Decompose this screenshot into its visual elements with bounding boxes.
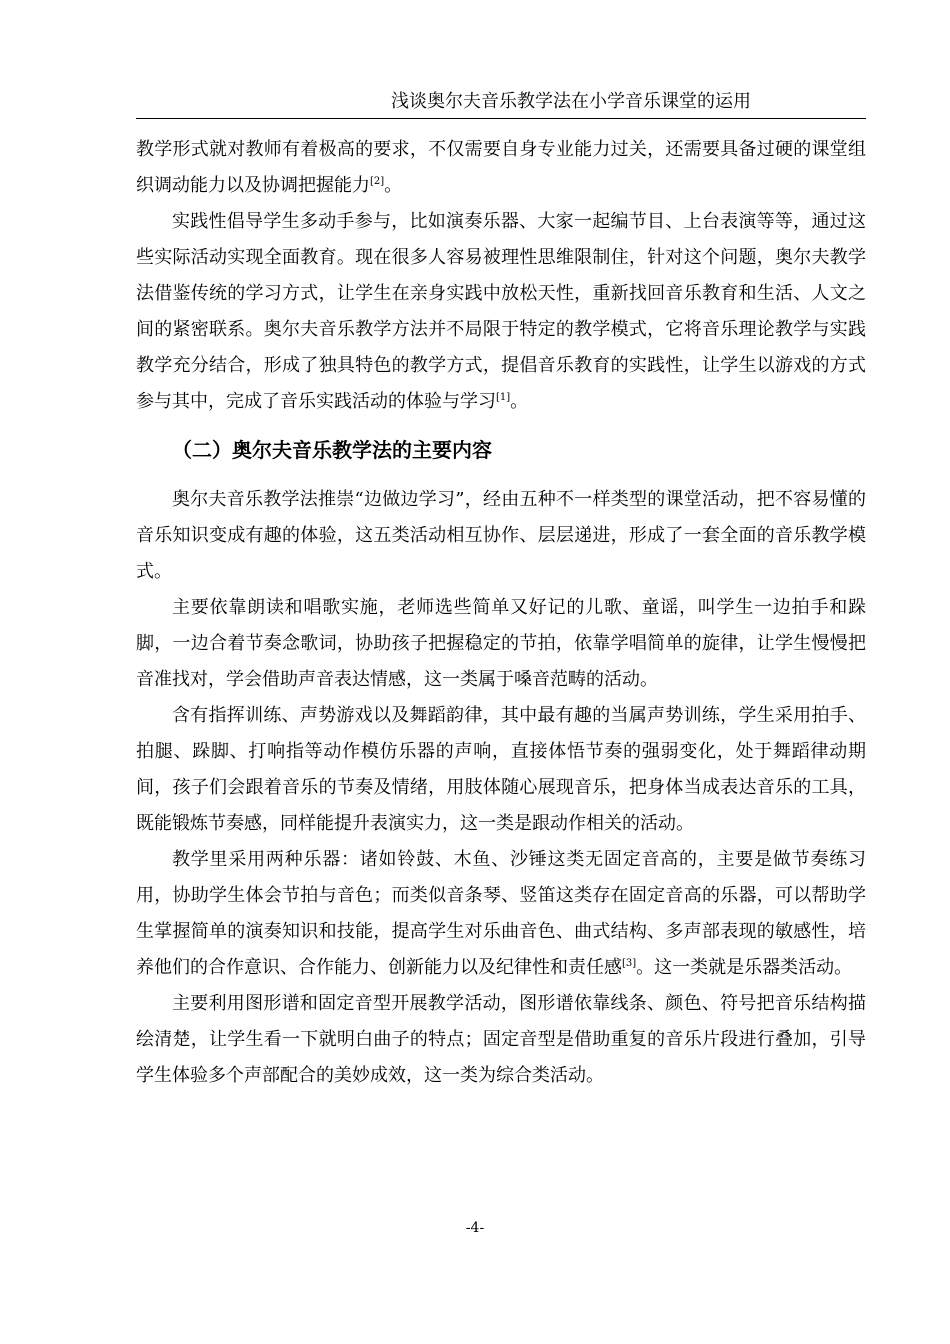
paragraph-text: 教学形式就对教师有着极高的要求，不仅需要自身专业能力过关，还需要具备过硬的课堂组织调动能力以及协调把握能力: [136, 139, 866, 196]
citation-ref: [1]: [496, 392, 511, 403]
paragraph-comprehensive-activities: [136, 986, 866, 1094]
paragraph-text: 含有指挥训练、声势游戏以及舞蹈韵律，其中最有趣的当属声势训练，学生采用拍手、拍腿、跺脚、打响指等动作模仿乐器的声响，直接体悟节奏的强弱变化，处于舞蹈律动期间，孩子们会跟着音乐的节奏及情绪，用肢体随心展现音乐，把身体当成表达音乐的工具，既能锻炼节奏感，同样能提升表演实力，这一类是跟动作相关的活动。: [136, 705, 866, 834]
paragraph-text: 主要依靠朗读和唱歌实施，老师选些简单又好记的儿歌、童谣，叫学生一边拍手和跺脚，一边合着节奏念歌词，协助孩子把握稳定的节拍，依靠学唱简单的旋律，让学生慢慢把音准找对，学会借助声音表达情感，这一类属于嗓音范畴的活动。: [136, 597, 866, 690]
paragraph-end: 。这一类就是乐器类活动。: [636, 957, 853, 978]
paragraph-continued: [136, 132, 866, 204]
paragraph-movement-activities: [136, 698, 866, 842]
running-title: 浅谈奥尔夫音乐教学法在小学音乐课堂的运用: [391, 91, 751, 112]
citation-ref: [2]: [370, 176, 385, 187]
paragraph-voice-activities: [136, 590, 866, 698]
document-body: [136, 132, 866, 1094]
citation-ref: [3]: [622, 958, 637, 969]
paragraph-text: 奥尔夫音乐教学法推崇“边做边学习”，经由五种不一样类型的课堂活动，把不容易懂的音乐知识变成有趣的体验，这五类活动相互协作、层层递进，形成了一套全面的音乐教学模式。: [136, 489, 866, 582]
paragraph-end: 。: [510, 391, 529, 412]
paragraph-text: 实践性倡导学生多动手参与，比如演奏乐器、大家一起编节目、上台表演等等，通过这些实际活动实现全面教育。现在很多人容易被理性思维限制住，针对这个问题，奥尔夫教学法借鉴传统的学习方式，让学生在亲身实践中放松天性，重新找回音乐教育和生活、人文之间的紧密联系。奥尔夫音乐教学方法并不局限于特定的教学模式，它将音乐理论教学与实践教学充分结合，形成了独具特色的教学方式，提倡音乐教育的实践性，让学生以游戏的方式参与其中，完成了音乐实践活动的体验与学习: [136, 211, 866, 412]
paragraph-instrument-activities: [136, 842, 866, 986]
paragraph-overview: [136, 482, 866, 590]
paragraph-end: 。: [384, 175, 403, 196]
paragraph-text: 教学里采用两种乐器：诸如铃鼓、木鱼、沙锤这类无固定音高的，主要是做节奏练习用，协助学生体会节拍与音色；而类似音条琴、竖笛这类存在固定音高的乐器，可以帮助学生掌握简单的演奏知识和技能，提高学生对乐曲音色、曲式结构、多声部表现的敏感性，培养他们的合作意识、合作能力、创新能力以及纪律性和责任感: [136, 849, 866, 978]
page-header: [136, 86, 866, 119]
page-number: -4-: [465, 1220, 485, 1236]
section-heading: （二）奥尔夫音乐教学法的主要内容: [172, 438, 492, 462]
paragraph-practicality: [136, 204, 866, 420]
paragraph-text: 主要利用图形谱和固定音型开展教学活动，图形谱依靠线条、颜色、符号把音乐结构描绘清楚，让学生看一下就明白曲子的特点；固定音型是借助重复的音乐片段进行叠加，引导学生体验多个声部配合的美妙成效，这一类为综合类活动。: [136, 993, 866, 1086]
